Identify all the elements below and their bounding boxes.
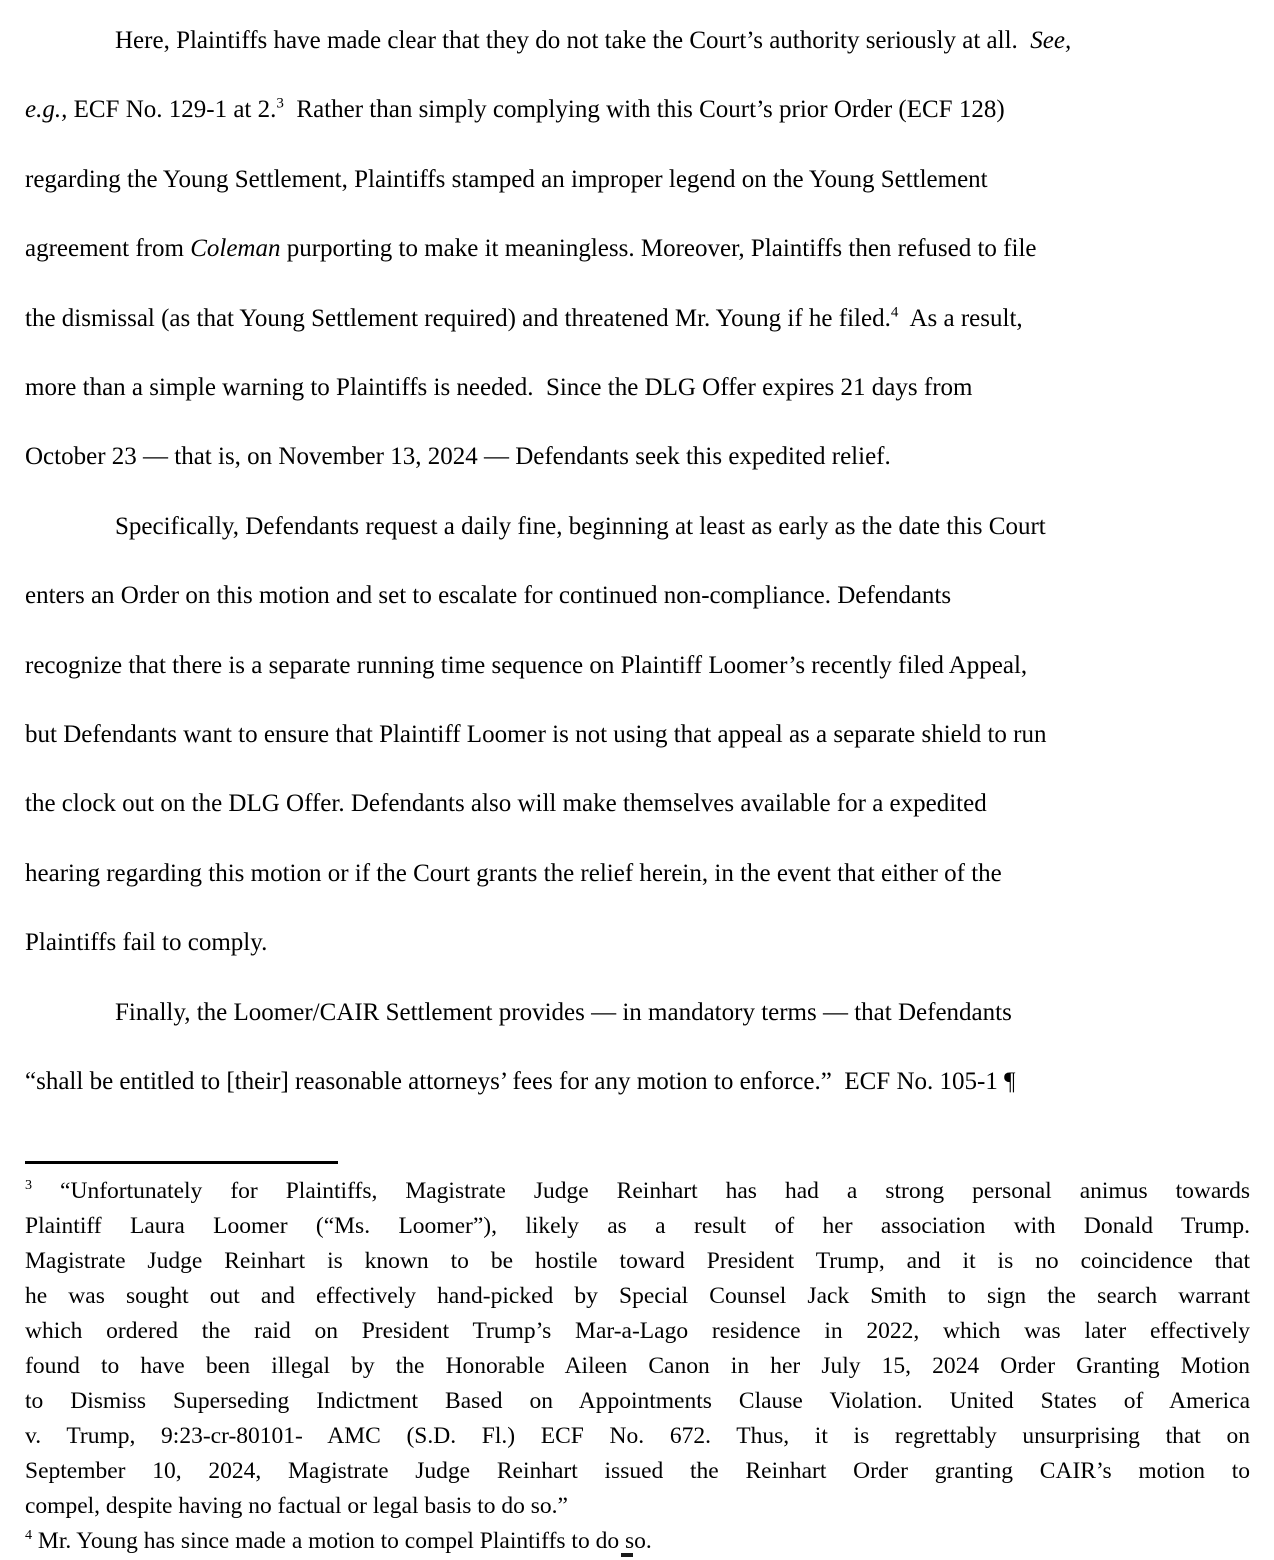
text-line [25, 492, 1250, 561]
footnote-separator-wrap [0, 1161, 1274, 1164]
text-line [25, 1489, 1250, 1524]
text-line [25, 1454, 1250, 1489]
text-segment: the dismissal (as that Young Settlement required) and threatened Mr. Young if he filed. [25, 304, 891, 332]
text-segment: purporting to make it meaningless. Moreover, Plaintiffs then refused to file [280, 235, 1037, 263]
text-line [25, 284, 1250, 353]
text-line [25, 145, 1250, 214]
text-segment: Here, Plaintiffs have made clear that they do not take the Court’s authority seriously at all. [115, 27, 1031, 54]
text-segment: Rather than simply complying with this Court’s prior Order (ECF 128) [283, 96, 1005, 124]
text-segment: which ordered the raid on President Trump’s Mar-a-Lago residence in 2022, which was later effectively [25, 1317, 1250, 1344]
text-segment: recognize that there is a separate running time sequence on Plaintiff Loomer’s recently filed Appeal, [25, 651, 1028, 679]
text-segment: October 23 — that is, on November 13, 2024 — Defendants seek this expedited relief. [25, 443, 891, 471]
text-line [25, 1047, 1250, 1116]
page-number-top-fragment [621, 1553, 633, 1557]
text-segment: e.g., [25, 96, 68, 124]
text-segment: Plaintiff Laura Loomer (“Ms. Loomer”), likely as a result of her association with Donald Trump. [25, 1212, 1250, 1239]
text-line [25, 1384, 1250, 1419]
text-segment: enters an Order on this motion and set to escalate for continued non-compliance. Defendants [25, 582, 952, 610]
text-segment: Magistrate Judge Reinhart is known to be hostile toward President Trump, and it is no coincidence that [25, 1247, 1250, 1274]
text-line [25, 422, 1250, 491]
text-segment: As a result, [898, 304, 1023, 332]
footnotes-section [0, 1174, 1274, 1559]
text-segment: but Defendants want to ensure that Plaintiff Loomer is not using that appeal as a separate shield to run [25, 721, 1047, 749]
text-line [25, 700, 1250, 769]
text-segment: ECF No. 129-1 at 2. [67, 96, 277, 124]
text-segment: Finally, the Loomer/CAIR Settlement provides — in mandatory terms — that Defendants [115, 998, 1012, 1026]
text-line [25, 1349, 1250, 1384]
text-line [25, 908, 1250, 977]
text-segment: Coleman [190, 235, 281, 263]
text-segment: regarding the Young Settlement, Plaintiffs stamped an improper legend on the Young Settlement [25, 165, 988, 193]
footnote-reference: 4 [890, 304, 899, 321]
text-segment: “shall be entitled to [their] reasonable attorneys’ fees for any motion to enforce.” ECF No. 105-1 ¶ [25, 1068, 1016, 1096]
text-segment: compel, despite having no factual or legal basis to do so.” [25, 1492, 568, 1519]
text-line [25, 1419, 1250, 1454]
footnote-reference: 3 [25, 1176, 33, 1193]
text-segment: he was sought out and effectively hand-picked by Special Counsel Jack Smith to sign the search warrant [25, 1282, 1250, 1309]
text-segment: the clock out on the DLG Offer. Defendants also will make themselves available for a expedited [25, 790, 987, 818]
footnote-separator [25, 1161, 338, 1164]
text-line [25, 631, 1250, 700]
text-segment: found to have been illegal by the Honorable Aileen Canon in her July 15, 2024 Order Granting Motion [25, 1352, 1250, 1379]
text-line [25, 1524, 1250, 1559]
text-line [25, 1209, 1250, 1244]
text-segment: Plaintiffs fail to comply. [25, 929, 268, 957]
text-segment: September 10, 2024, Magistrate Judge Reinhart issued the Reinhart Order granting CAIR’s motion to [25, 1457, 1250, 1484]
text-segment: See, [1030, 27, 1072, 54]
text-segment: to Dismiss Superseding Indictment Based on Appointments Clause Violation. United States of America [25, 1387, 1250, 1414]
text-line [25, 1244, 1250, 1279]
text-segment: “Unfortunately for Plaintiffs, Magistrate Judge Reinhart has had a strong personal animus towards [32, 1177, 1250, 1204]
text-segment: hearing regarding this motion or if the Court grants the relief herein, in the event that either of the [25, 859, 1002, 887]
text-segment: agreement from [25, 235, 191, 263]
text-line [25, 353, 1250, 422]
paragraph [25, 492, 1250, 978]
text-line [25, 75, 1250, 144]
text-line [25, 1314, 1250, 1349]
text-line [25, 1174, 1250, 1209]
text-line [25, 561, 1250, 630]
text-segment: v. Trump, 9:23-cr-80101- AMC (S.D. Fl.) ECF No. 672. Thus, it is regrettably unsurprising that on [25, 1422, 1250, 1449]
paragraph [25, 978, 1250, 1117]
text-segment: Mr. Young has since made a motion to compel Plaintiffs to do so. [32, 1527, 652, 1554]
footnote-4 [25, 1524, 1250, 1559]
text-line [25, 214, 1250, 283]
footnote-reference: 3 [276, 96, 284, 113]
text-line [25, 769, 1250, 838]
footnote-3 [25, 1174, 1250, 1524]
footnote-reference: 4 [25, 1526, 33, 1543]
text-line [25, 839, 1250, 908]
text-segment: more than a simple warning to Plaintiffs is needed. Since the DLG Offer expires 21 days from [25, 374, 973, 402]
text-segment: Specifically, Defendants request a daily fine, beginning at least as early as the date this Court [115, 512, 1046, 540]
text-line [25, 6, 1250, 75]
paragraph [25, 6, 1250, 492]
text-line [25, 978, 1250, 1047]
text-line [25, 1279, 1250, 1314]
